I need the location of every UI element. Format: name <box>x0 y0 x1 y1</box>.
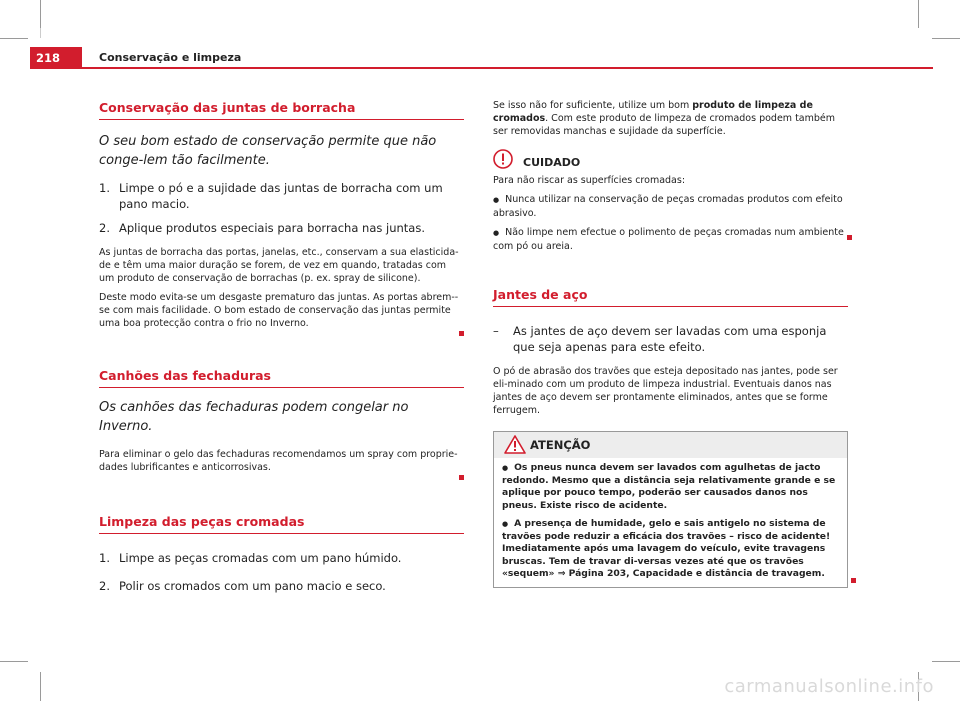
step-item <box>99 220 464 236</box>
step-dash: – <box>493 324 499 338</box>
watermark: carmanualsonline.info <box>724 676 934 697</box>
warning-body <box>494 458 847 587</box>
caution-icon <box>493 149 513 173</box>
page-number: 218 <box>30 47 82 69</box>
caution-item-text: Nunca utilizar na conservação de peças cromadas produtos com efeito abrasivo. <box>493 194 843 219</box>
paragraph-text: . Com este produto de limpeza de cromados podem também ser removidas manchas e sujidade da superfície. <box>493 113 835 137</box>
step-number: 1. <box>99 181 110 195</box>
caution-title: CUIDADO <box>523 156 581 169</box>
caution-item-text: Não limpe nem efectue o polimento de peças cromadas num ambiente com pó ou areia. <box>493 227 844 252</box>
bullet-dot: ● <box>493 229 500 237</box>
section-end-mark <box>459 331 464 336</box>
step-text: Aplique produtos especiais para borracha nas juntas. <box>119 221 426 235</box>
crop-mark <box>932 661 960 662</box>
step-item <box>99 550 464 566</box>
intro-fechaduras: Os canhões das fechaduras podem congelar no Inverno. <box>99 400 409 434</box>
heading-fechaduras: Canhões das fechaduras <box>99 368 464 388</box>
step-text: Limpe o pó e a sujidade das juntas de borracha com um pano macio. <box>119 181 443 211</box>
warning-item-text: A presença de humidade, gelo e sais antigelo no sistema de travões pode reduzir a eficácia dos travões – risco de acidente! Imediatamente após uma lavagem do veículo, evite travagens bruscas. Tem de travar di-versas vezes até que os travões «sequem» ⇒ Página 203, Capacidade e distância de travagem. <box>502 518 831 579</box>
crop-mark <box>0 661 28 662</box>
section-end-mark <box>847 235 852 240</box>
paragraph <box>493 99 848 138</box>
warning-box <box>493 431 848 588</box>
paragraph-text: Se isso não for suficiente, utilize um bom <box>493 100 693 111</box>
warning-item-text: Os pneus nunca devem ser lavados com agulhetas de jacto redondo. Mesmo que a distância seja relativamente grande e se aplique por pouco tempo, poderão ser causados danos nos pneus. Existe risco de acidente. <box>502 462 836 511</box>
crop-mark <box>40 28 41 38</box>
paragraph <box>99 448 464 474</box>
right-column <box>493 99 848 588</box>
emphasis-text: produto de limpeza de cromados <box>493 100 813 124</box>
paragraph: As juntas de borracha das portas, janelas, etc., conservam a sua elasticida-de e têm uma maior duração se forem, de vez em quando, tratadas com um produto de conservação de borrachas (p. ex. spray de silicone). <box>99 247 459 284</box>
step-item <box>99 578 464 594</box>
header-rule <box>30 67 933 69</box>
paragraph <box>99 291 464 330</box>
crop-mark <box>40 672 41 701</box>
step-number: 2. <box>99 221 110 235</box>
left-column <box>99 100 464 594</box>
section-title: Conservação e limpeza <box>99 51 242 64</box>
crop-mark <box>932 38 960 39</box>
warning-title: ATENÇÃO <box>530 438 591 452</box>
intro-juntas: O seu bom estado de conservação permite que não conge-lem tão facilmente. <box>99 134 437 168</box>
caution-heading <box>493 152 848 172</box>
step-text: Polir os cromados com um pano macio e seco. <box>119 579 386 593</box>
paragraph: O pó de abrasão dos travões que esteja depositado nas jantes, pode ser eli-minado com um produto de limpeza industrial. Eventuais danos nas jantes de aço devem ser prontamente eliminados, antes que se forme ferrugem. <box>493 366 838 416</box>
warning-header <box>494 432 847 458</box>
bullet-dot: ● <box>493 196 500 204</box>
section-end-mark <box>851 578 856 583</box>
step-number: 1. <box>99 551 110 565</box>
caution-lead: Para não riscar as superfícies cromadas: <box>493 175 686 186</box>
warning-item <box>502 518 839 581</box>
warning-icon <box>504 435 526 458</box>
crop-mark <box>40 0 41 28</box>
paragraph-text: Para eliminar o gelo das fechaduras recomendamos um spray com proprie-dades lubrificantes e anticorrosivas. <box>99 449 458 473</box>
heading-jantes: Jantes de aço <box>493 287 848 307</box>
crop-mark <box>0 38 28 39</box>
heading-juntas: Conservação das juntas de borracha <box>99 100 464 120</box>
step-text: As jantes de aço devem ser lavadas com uma esponja que seja apenas para este efeito. <box>513 324 827 354</box>
step-text: Limpe as peças cromadas com um pano húmido. <box>119 551 402 565</box>
bullet-dot: ● <box>502 520 509 528</box>
caution-item <box>493 226 848 253</box>
warning-item <box>502 462 839 512</box>
paragraph-text: Deste modo evita-se um desgaste prematuro das juntas. As portas abrem--se com mais facilidade. O bom estado de conservação das juntas permite uma boa protecção contra o frio no Inverno. <box>99 292 459 329</box>
bullet-dot: ● <box>502 464 509 472</box>
section-end-mark <box>459 475 464 480</box>
step-number: 2. <box>99 579 110 593</box>
step-item <box>99 180 464 212</box>
caution-item <box>493 193 848 220</box>
crop-mark <box>918 0 919 28</box>
step-item <box>493 323 848 355</box>
heading-cromadas: Limpeza das peças cromadas <box>99 514 464 534</box>
